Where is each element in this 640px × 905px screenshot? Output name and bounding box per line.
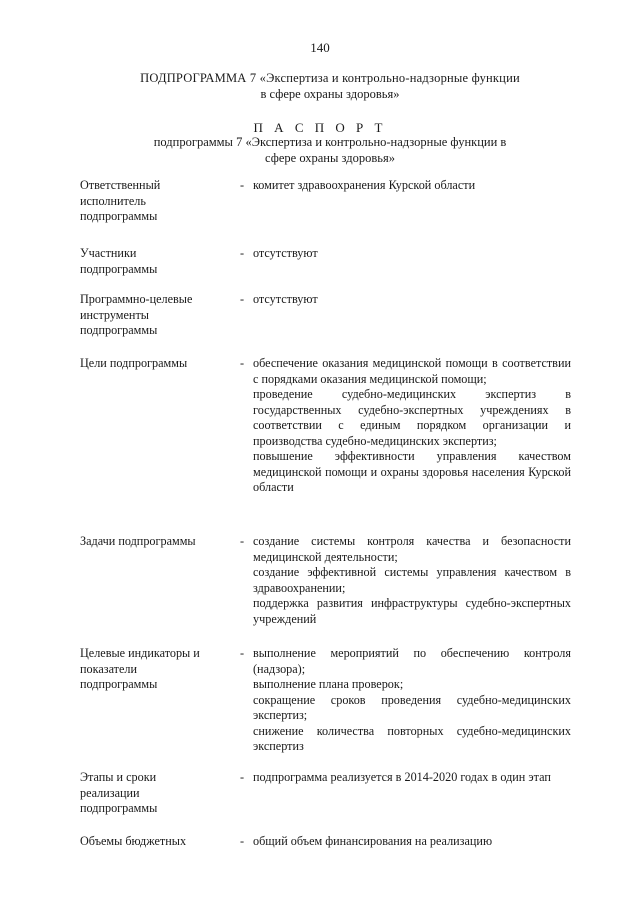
row-value bbox=[253, 834, 571, 850]
row-label bbox=[80, 646, 225, 693]
row-value-item: выполнение плана проверок; bbox=[253, 677, 404, 691]
row-value bbox=[253, 534, 571, 627]
row-dash: - bbox=[239, 834, 245, 848]
row-value bbox=[253, 292, 571, 308]
row-value bbox=[253, 646, 571, 755]
row-value-item: отсутствуют bbox=[253, 246, 318, 260]
row-value-item: подпрограмма реализуется в 2014-2020 годах в один этап bbox=[253, 770, 551, 784]
row-label-line: Задачи подпрограммы bbox=[80, 534, 196, 548]
row-label bbox=[80, 356, 225, 372]
row-value-item: снижение количества повторных судебно-медицинских экспертиз bbox=[253, 723, 571, 753]
row-value-item: отсутствуют bbox=[253, 292, 318, 306]
row-dash: - bbox=[239, 534, 245, 548]
row-value bbox=[253, 178, 571, 194]
row-label-line: подпрограммы bbox=[80, 801, 158, 815]
row-value bbox=[253, 356, 571, 496]
passport-subtitle-line2: сфере охраны здоровья» bbox=[265, 151, 395, 165]
row-value-item: повышение эффективности управления качеством медицинской помощи и охраны здоровья населения Курской области bbox=[253, 449, 571, 494]
row-label-line: Целевые индикаторы и bbox=[80, 646, 200, 660]
row-dash: - bbox=[239, 292, 245, 306]
row-value-item: проведение судебно-медицинских экспертиз в государственных судебно-экспертных учреждениях в соответствии с единым порядком организации и производства судебно-медицинских экспертиз; bbox=[253, 387, 571, 448]
row-label-line: Объемы бюджетных bbox=[80, 834, 187, 848]
row-value bbox=[253, 246, 571, 262]
row-label-line: Цели подпрограммы bbox=[80, 356, 188, 370]
passport-title: П А С П О Р Т bbox=[253, 120, 387, 135]
row-dash: - bbox=[239, 770, 245, 784]
row-value bbox=[253, 770, 571, 786]
row-value-item: обеспечение оказания медицинской помощи в соответствии с порядками оказания медицинской помощи; bbox=[253, 356, 571, 386]
row-label-line: реализации bbox=[80, 785, 140, 800]
row-dash: - bbox=[239, 178, 245, 192]
subprogram-heading bbox=[80, 70, 580, 102]
row-value-item: комитет здравоохранения Курской области bbox=[253, 178, 476, 192]
row-dash: - bbox=[239, 646, 245, 660]
row-label-line: инструменты bbox=[80, 307, 149, 322]
row-dash: - bbox=[239, 356, 245, 370]
row-value-item: создание системы контроля качества и безопасности медицинской деятельности; bbox=[253, 534, 571, 564]
row-label bbox=[80, 178, 225, 225]
row-label-line: подпрограммы bbox=[80, 261, 158, 276]
row-label bbox=[80, 292, 225, 339]
passport-subtitle bbox=[80, 134, 580, 166]
row-label-line: подпрограммы bbox=[80, 323, 158, 337]
row-label bbox=[80, 534, 225, 550]
row-value-item: создание эффективной системы управления качеством в здравоохранении; bbox=[253, 565, 571, 595]
row-label-line: подпрограммы bbox=[80, 209, 158, 223]
row-label-line: подпрограммы bbox=[80, 677, 158, 691]
row-label-line: Этапы и сроки bbox=[80, 770, 157, 784]
row-label-line: Участники bbox=[80, 246, 137, 260]
subprogram-heading-line1: ПОДПРОГРАММА 7 «Экспертиза и контрольно-надзорные функции bbox=[140, 71, 520, 85]
row-label-line: исполнитель bbox=[80, 193, 146, 208]
row-value-item: выполнение мероприятий по обеспечению контроля (надзора); bbox=[253, 646, 571, 676]
row-label-line: Ответственный bbox=[80, 178, 161, 192]
row-label bbox=[80, 834, 225, 850]
row-label bbox=[80, 246, 225, 277]
row-value-item: общий объем финансирования на реализацию bbox=[253, 834, 493, 848]
row-dash: - bbox=[239, 246, 245, 260]
page-number: 140 bbox=[310, 40, 330, 55]
subprogram-heading-line2: в сфере охраны здоровья» bbox=[260, 87, 400, 101]
row-value-item: поддержка развития инфраструктуры судебно-экспертных учреждений bbox=[253, 596, 571, 626]
row-label bbox=[80, 770, 225, 817]
row-label-line: Программно-целевые bbox=[80, 292, 193, 306]
row-value-item: сокращение сроков проведения судебно-медицинских экспертиз; bbox=[253, 692, 571, 722]
passport-subtitle-line1: подпрограммы 7 «Экспертиза и контрольно-надзорные функции в bbox=[153, 135, 507, 149]
row-label-line: показатели bbox=[80, 661, 138, 676]
